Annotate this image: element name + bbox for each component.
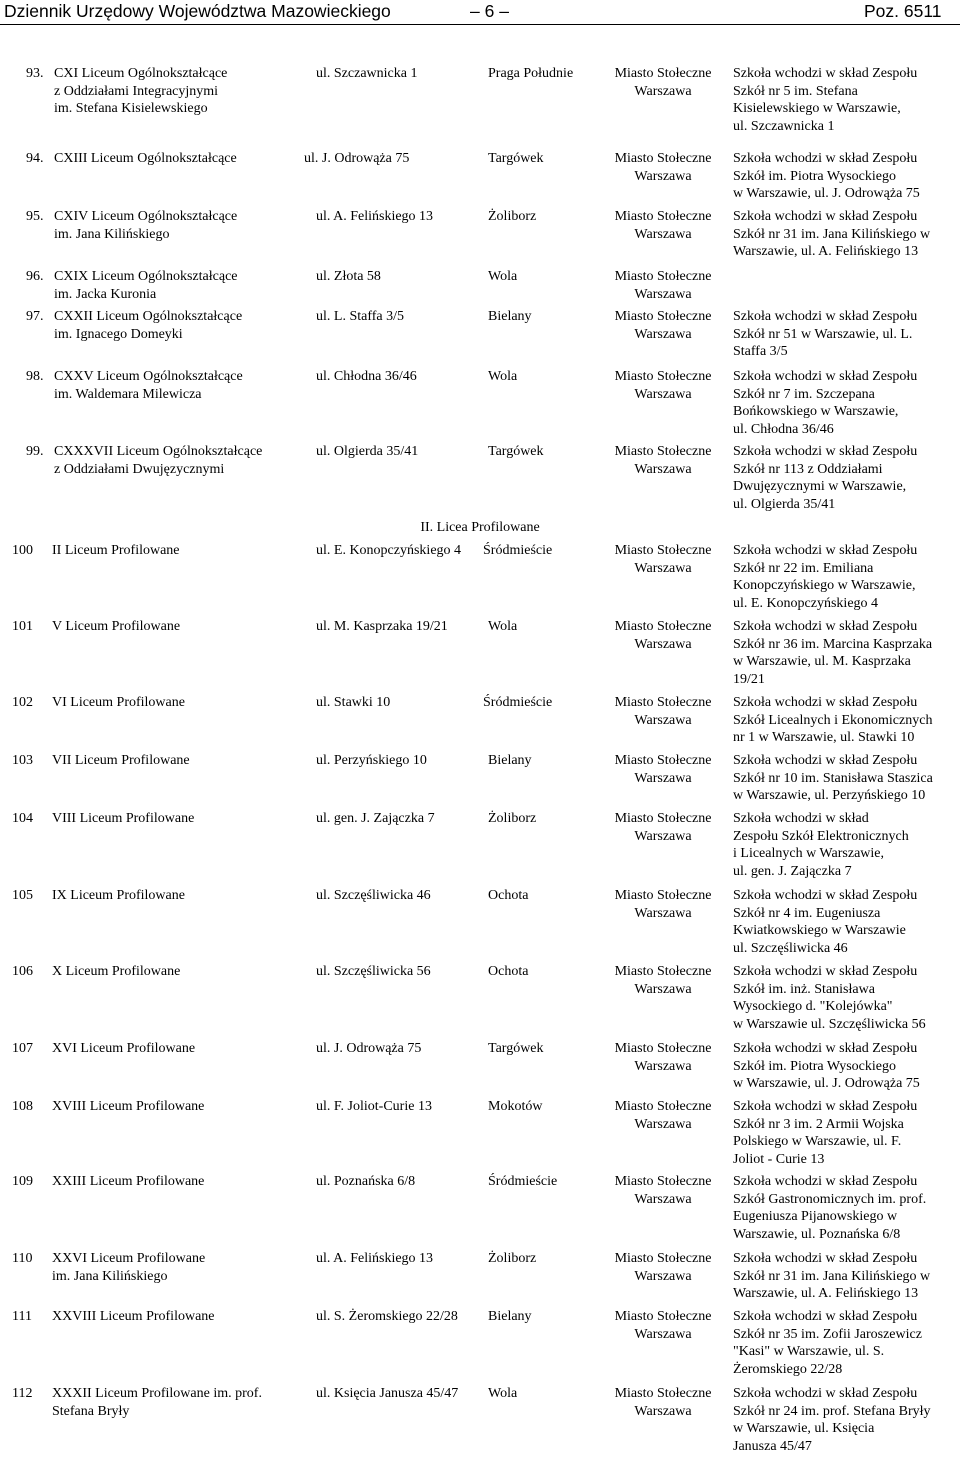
municipality: Warszawa <box>634 1116 692 1132</box>
school-name: XXIII Liceum Profilowane <box>52 1174 205 1189</box>
school-name: im. Ignacego Domeyki <box>54 326 183 342</box>
school-address: ul. Szczęśliwicka 46 <box>316 888 431 903</box>
municipality: Miasto Stołeczne <box>614 1309 712 1324</box>
municipality: Miasto Stołeczne <box>614 444 712 459</box>
remarks-line: Szkół nr 7 im. Szczepana <box>733 386 875 402</box>
district: Wola <box>488 269 518 284</box>
municipality: Miasto Stołeczne <box>614 811 712 826</box>
remarks-line: Szkół nr 5 im. Stefana <box>733 83 858 99</box>
district: Wola <box>488 619 518 634</box>
school-name: V Liceum Profilowane <box>52 619 181 634</box>
school-name: VI Liceum Profilowane <box>52 695 185 710</box>
school-name: IX Liceum Profilowane <box>52 888 185 903</box>
district: Mokotów <box>488 1099 543 1114</box>
remarks-line: Staffa 3/5 <box>733 344 788 360</box>
municipality: Warszawa <box>634 636 692 652</box>
remarks-line: Szkoła wchodzi w skład Zespołu <box>733 444 918 459</box>
school-name: CXXII Liceum Ogólnokształcące <box>54 309 243 324</box>
school-address: ul. F. Joliot-Curie 13 <box>316 1099 432 1114</box>
municipality: Warszawa <box>634 905 692 921</box>
remarks-line: Wysockiego d. "Kolejówka" <box>733 999 893 1015</box>
row-number: 106 <box>12 964 33 979</box>
municipality: Warszawa <box>634 1268 692 1284</box>
remarks-line: Szkół nr 31 im. Jana Kilińskiego w <box>733 226 931 242</box>
remarks-line: Szkół nr 51 w Warszawie, ul. L. <box>733 326 913 342</box>
remarks-line: Szkoła wchodzi w skład Zespołu <box>733 151 918 166</box>
school-address: ul. Poznańska 6/8 <box>316 1174 416 1189</box>
remarks-line: w Warszawie, ul. Perzyńskiego 10 <box>733 788 926 804</box>
remarks-line: Szkół nr 10 im. Stanisława Staszica <box>733 770 933 786</box>
row-number: 101 <box>12 619 33 634</box>
remarks-line: Szkoła wchodzi w skład Zespołu <box>733 1174 918 1189</box>
position-number: Poz. 6511 <box>864 1 942 21</box>
remarks-line: Szkół im. Piotra Wysockiego <box>733 1058 896 1074</box>
remarks-line: Szkoła wchodzi w skład Zespołu <box>733 1099 918 1114</box>
row-number: 100 <box>12 543 33 558</box>
remarks-line: Zespołu Szkół Elektronicznych <box>733 828 909 844</box>
remarks-line: ul. gen. J. Zajączka 7 <box>733 863 852 879</box>
school-name: XXXII Liceum Profilowane im. prof. <box>52 1386 262 1401</box>
remarks-line: Szkół nr 113 z Oddziałami <box>733 461 883 477</box>
row-number: 97. <box>26 309 44 324</box>
school-name: VII Liceum Profilowane <box>52 753 190 768</box>
school-name: XXVIII Liceum Profilowane <box>52 1309 215 1324</box>
municipality: Miasto Stołeczne <box>614 753 712 768</box>
remarks-line: Żeromskiego 22/28 <box>733 1361 843 1377</box>
remarks-line: Konopczyńskiego w Warszawie, <box>733 578 916 594</box>
municipality: Warszawa <box>634 286 692 302</box>
school-address: ul. S. Żeromskiego 22/28 <box>316 1309 458 1324</box>
school-name: CXIV Liceum Ogólnokształcące <box>54 209 238 224</box>
district: Śródmieście <box>483 695 553 710</box>
remarks-line: ul. Olgierda 35/41 <box>733 496 836 512</box>
school-address: ul. Księcia Janusza 45/47 <box>316 1386 459 1401</box>
remarks-line: Szkół im. Piotra Wysockiego <box>733 168 896 184</box>
school-address: ul. E. Konopczyńskiego 4 <box>316 543 462 558</box>
row-number: 109 <box>12 1174 33 1189</box>
municipality: Miasto Stołeczne <box>614 1386 712 1401</box>
remarks-line: ul. Szczęśliwicka 46 <box>733 940 848 956</box>
remarks-line: Szkół Gastronomicznych im. prof. <box>733 1191 927 1207</box>
school-name: X Liceum Profilowane <box>52 964 181 979</box>
row-number: 104 <box>12 811 33 826</box>
district: Wola <box>488 369 518 384</box>
row-number: 105 <box>12 888 33 903</box>
remarks-line: Warszawie, ul. Poznańska 6/8 <box>733 1226 901 1242</box>
remarks-line: Szkoła wchodzi w skład Zespołu <box>733 753 918 768</box>
journal-title: Dziennik Urzędowy Województwa Mazowieckiego <box>4 1 391 21</box>
municipality: Miasto Stołeczne <box>614 1099 712 1114</box>
school-address: ul. L. Staffa 3/5 <box>316 309 405 324</box>
district: Wola <box>488 1386 518 1401</box>
remarks-line: w Warszawie, ul. Księcia <box>733 1421 875 1437</box>
school-name: XVI Liceum Profilowane <box>52 1041 196 1056</box>
row-number: 110 <box>12 1251 33 1266</box>
school-address: ul. gen. J. Zajączka 7 <box>316 811 435 826</box>
municipality: Warszawa <box>634 83 692 99</box>
school-address: ul. Szczęśliwicka 56 <box>316 964 431 979</box>
remarks-line: Szkoła wchodzi w skład Zespołu <box>733 369 918 384</box>
school-address: ul. Perzyńskiego 10 <box>316 753 427 768</box>
row-number: 107 <box>12 1041 33 1056</box>
municipality: Miasto Stołeczne <box>614 1251 712 1266</box>
remarks-line: Szkół nr 31 im. Jana Kilińskiego w <box>733 1268 931 1284</box>
remarks-line: Szkół Licealnych i Ekonomicznych <box>733 712 933 728</box>
remarks-line: 19/21 <box>733 671 765 687</box>
row-number: 112 <box>12 1386 33 1401</box>
remarks-line: Warszawie, ul. A. Felińskiego 13 <box>733 1286 919 1302</box>
remarks-line: Szkół nr 22 im. Emiliana <box>733 560 874 576</box>
remarks-line: Szkół nr 3 im. 2 Armii Wojska <box>733 1116 904 1132</box>
page-header <box>0 0 960 26</box>
school-name: im. Jana Kilińskiego <box>54 226 170 242</box>
district: Bielany <box>488 1309 532 1324</box>
municipality: Warszawa <box>634 168 692 184</box>
school-name: XVIII Liceum Profilowane <box>52 1099 205 1114</box>
school-address: ul. J. Odrowąża 75 <box>316 1041 422 1056</box>
district: Targówek <box>488 1041 544 1056</box>
municipality: Warszawa <box>634 981 692 997</box>
remarks-line: Szkół nr 24 im. prof. Stefana Bryły <box>733 1403 931 1419</box>
row-number: 94. <box>26 151 44 166</box>
municipality: Miasto Stołeczne <box>614 543 712 558</box>
district: Bielany <box>488 753 532 768</box>
remarks-line: Janusza 45/47 <box>733 1438 812 1454</box>
remarks-line: Szkoła wchodzi w skład Zespołu <box>733 543 918 558</box>
remarks-line: Szkoła wchodzi w skład Zespołu <box>733 888 918 903</box>
row-number: 108 <box>12 1099 33 1114</box>
remarks-line: ul. E. Konopczyńskiego 4 <box>733 595 879 611</box>
remarks-line: w Warszawie, ul. J. Odrowąża 75 <box>733 186 920 202</box>
remarks-line: Szkół nr 35 im. Zofii Jaroszewicz <box>733 1326 922 1342</box>
district: Śródmieście <box>483 543 553 558</box>
school-name: CXI Liceum Ogólnokształcące <box>54 66 228 81</box>
remarks-line: "Kasi" w Warszawie, ul. S. <box>733 1344 885 1360</box>
remarks-line: Szkoła wchodzi w skład <box>733 811 869 826</box>
row-number: 103 <box>12 753 33 768</box>
remarks-line: Szkoła wchodzi w skład Zespołu <box>733 1386 918 1401</box>
school-name: CXIII Liceum Ogólnokształcące <box>54 151 237 166</box>
remarks-line: Szkół nr 4 im. Eugeniusza <box>733 905 881 921</box>
municipality: Warszawa <box>634 828 692 844</box>
header-rule <box>0 24 960 25</box>
row-number: 95. <box>26 209 44 224</box>
municipality: Warszawa <box>634 1058 692 1074</box>
district: Targówek <box>488 151 544 166</box>
school-address: ul. Stawki 10 <box>316 695 391 710</box>
row-number: 96. <box>26 269 44 284</box>
remarks-line: Szkół nr 36 im. Marcina Kasprzaka <box>733 636 933 652</box>
remarks-line: i Licealnych w Warszawie, <box>733 846 884 862</box>
remarks-line: w Warszawie ul. Szczęśliwicka 56 <box>733 1016 926 1032</box>
school-name: im. Waldemara Milewicza <box>54 386 202 402</box>
municipality: Warszawa <box>634 1403 692 1419</box>
municipality: Miasto Stołeczne <box>614 369 712 384</box>
school-name: XXVI Liceum Profilowane <box>52 1251 206 1266</box>
municipality: Warszawa <box>634 461 692 477</box>
row-number: 98. <box>26 369 44 384</box>
school-name: Stefana Bryły <box>52 1403 130 1419</box>
remarks-line: Szkoła wchodzi w skład Zespołu <box>733 619 918 634</box>
school-name: im. Jacka Kuronia <box>54 286 157 302</box>
school-name: VIII Liceum Profilowane <box>52 811 195 826</box>
remarks-line: Bońkowskiego w Warszawie, <box>733 404 899 420</box>
remarks-line: w Warszawie, ul. J. Odrowąża 75 <box>733 1076 920 1092</box>
municipality: Miasto Stołeczne <box>614 209 712 224</box>
municipality: Warszawa <box>634 386 692 402</box>
school-name: II Liceum Profilowane <box>52 543 180 558</box>
municipality: Miasto Stołeczne <box>614 1174 712 1189</box>
remarks-line: Warszawie, ul. A. Felińskiego 13 <box>733 244 919 260</box>
remarks-line: Szkoła wchodzi w skład Zespołu <box>733 1041 918 1056</box>
remarks-line: Polskiego w Warszawie, ul. F. <box>733 1134 902 1150</box>
school-name: CXXV Liceum Ogólnokształcące <box>54 369 243 384</box>
remarks-line: Szkoła wchodzi w skład Zespołu <box>733 309 918 324</box>
municipality: Miasto Stołeczne <box>614 964 712 979</box>
remarks-line: nr 1 w Warszawie, ul. Stawki 10 <box>733 730 915 746</box>
school-address: ul. Złota 58 <box>316 269 381 284</box>
remarks-line: Szkoła wchodzi w skład Zespołu <box>733 209 918 224</box>
page-number: – 6 – <box>470 1 509 21</box>
remarks-line: Dwujęzycznymi w Warszawie, <box>733 479 907 495</box>
school-address: ul. M. Kasprzaka 19/21 <box>316 619 448 634</box>
municipality: Warszawa <box>634 560 692 576</box>
district: Ochota <box>488 888 529 903</box>
remarks-line: ul. Szczawnicka 1 <box>733 118 835 134</box>
municipality: Miasto Stołeczne <box>614 888 712 903</box>
section-heading: II. Licea Profilowane <box>420 520 540 535</box>
remarks-line: Szkoła wchodzi w skład Zespołu <box>733 66 918 81</box>
school-name: CXXXVII Liceum Ogólnokształcące <box>54 444 263 459</box>
municipality: Miasto Stołeczne <box>614 695 712 710</box>
school-address: ul. Szczawnicka 1 <box>316 66 418 81</box>
remarks-line: Szkoła wchodzi w skład Zespołu <box>733 1309 918 1324</box>
remarks-line: ul. Chłodna 36/46 <box>733 421 834 437</box>
remarks-line: Szkół im. inż. Stanisława <box>733 981 875 997</box>
district: Targówek <box>488 444 544 459</box>
district: Żoliborz <box>488 209 537 224</box>
municipality: Warszawa <box>634 226 692 242</box>
remarks-line: Kwiatkowskiego w Warszawie <box>733 923 906 939</box>
district: Ochota <box>488 964 529 979</box>
school-name: CXIX Liceum Ogólnokształcące <box>54 269 238 284</box>
school-name: im. Jana Kilińskiego <box>52 1268 168 1284</box>
school-address: ul. Olgierda 35/41 <box>316 444 419 459</box>
remarks-line: Szkoła wchodzi w skład Zespołu <box>733 1251 918 1266</box>
remarks-line: Szkoła wchodzi w skład Zespołu <box>733 964 918 979</box>
municipality: Warszawa <box>634 770 692 786</box>
remarks-line: w Warszawie, ul. M. Kasprzaka <box>733 654 911 670</box>
district: Praga Południe <box>488 66 574 81</box>
school-address: ul. A. Felińskiego 13 <box>316 209 434 224</box>
school-name: z Oddziałami Integracyjnymi <box>54 83 219 99</box>
municipality: Miasto Stołeczne <box>614 151 712 166</box>
municipality: Warszawa <box>634 1191 692 1207</box>
municipality: Warszawa <box>634 326 692 342</box>
remarks-line: Joliot - Curie 13 <box>733 1151 825 1167</box>
school-address: ul. A. Felińskiego 13 <box>316 1251 434 1266</box>
school-name: z Oddziałami Dwujęzycznymi <box>54 461 225 477</box>
municipality: Warszawa <box>634 1326 692 1342</box>
row-number: 93. <box>26 66 44 81</box>
municipality: Miasto Stołeczne <box>614 1041 712 1056</box>
remarks-line: Szkoła wchodzi w skład Zespołu <box>733 695 918 710</box>
district: Żoliborz <box>488 811 537 826</box>
row-number: 102 <box>12 695 33 710</box>
municipality: Warszawa <box>634 712 692 728</box>
district: Żoliborz <box>488 1251 537 1266</box>
municipality: Miasto Stołeczne <box>614 269 712 284</box>
school-name: im. Stefana Kisielewskiego <box>54 101 208 117</box>
school-address: ul. Chłodna 36/46 <box>316 369 417 384</box>
row-number: 111 <box>12 1309 32 1324</box>
district: Bielany <box>488 309 532 324</box>
school-address: ul. J. Odrowąża 75 <box>304 151 410 166</box>
municipality: Miasto Stołeczne <box>614 66 712 81</box>
municipality: Miasto Stołeczne <box>614 619 712 634</box>
remarks-line: Eugeniusza Pijanowskiego w <box>733 1209 898 1225</box>
district: Śródmieście <box>488 1174 558 1189</box>
municipality: Miasto Stołeczne <box>614 309 712 324</box>
remarks-line: Kisielewskiego w Warszawie, <box>733 101 901 117</box>
row-number: 99. <box>26 444 44 459</box>
